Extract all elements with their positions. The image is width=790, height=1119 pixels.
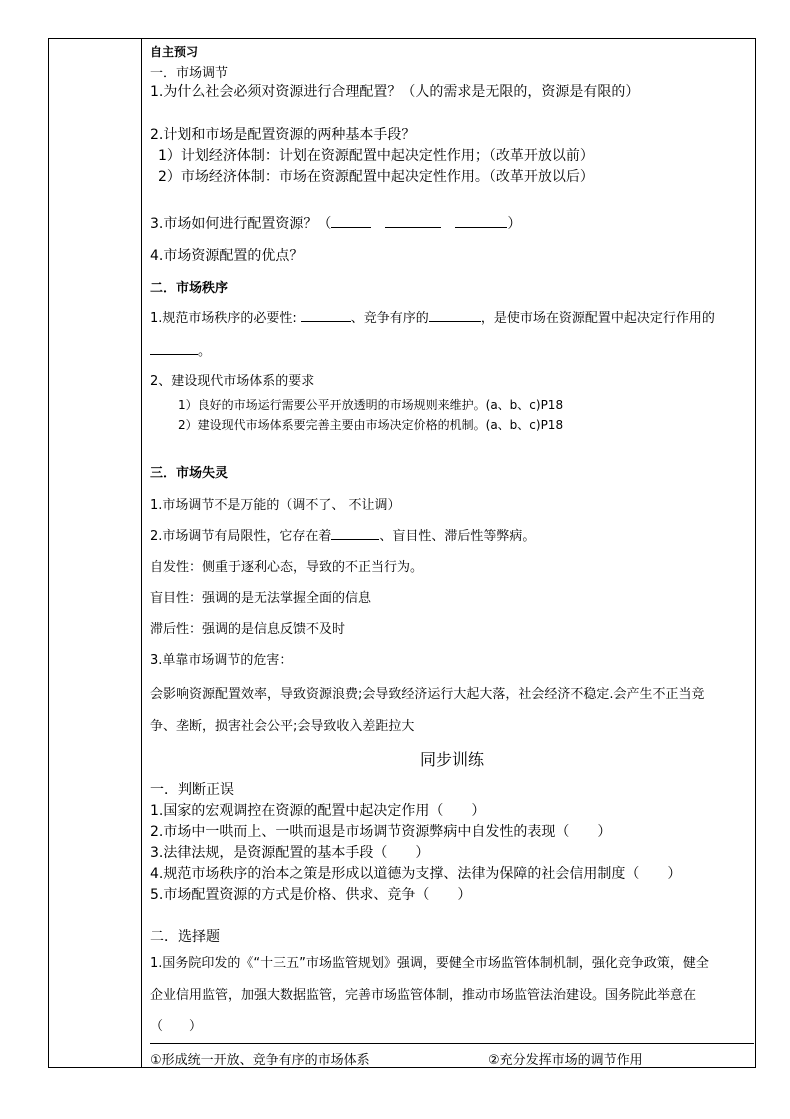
options-row — [150, 1043, 754, 1069]
practice-title: 同步训练 — [419, 750, 484, 769]
market-order-q2: 2、建设现代市场体系的要求 — [150, 374, 315, 389]
mc-question-1-line-1: 1.国务院印发的《“十三五”市场监管规划》强调，要健全市场监管体制机制，强化竞争政策，健全 — [150, 956, 709, 971]
order-q1-prefix: 1.规范市场秩序的必要性: — [150, 311, 297, 326]
section-market-failure-heading: 三．市场失灵 — [150, 466, 229, 481]
mc-question-1-line-2: 企业信用监管，加强大数据监管，完善市场监管体制，推动市场监管法治建设。国务院此举意在 — [150, 988, 697, 1003]
q3-prefix: 3.市场如何进行配置资源？（ — [150, 216, 332, 232]
tf-item-5: 5.市场配置资源的方式是价格、供求、竞争（ ） — [150, 887, 472, 903]
q3-blank-1 — [331, 215, 371, 228]
order-q1-blank-1 — [301, 309, 351, 322]
blindness-text: 盲目性：强调的是无法掌握全面的信息 — [150, 591, 372, 606]
order-q1-end: 。 — [198, 344, 212, 359]
market-regulation-q2-a: 1）计划经济体制：计划在资源配置中起决定性作用；（改革开放以前） — [158, 148, 594, 164]
q3-suffix: ） — [507, 216, 522, 232]
mc-question-1-line-3: （ ） — [150, 1019, 203, 1034]
market-regulation-q4: 4.市场资源配置的优点？ — [150, 248, 304, 264]
market-regulation-q2-b: 2）市场经济体制：市场在资源配置中起决定性作用。（改革开放以后） — [158, 169, 594, 185]
option-1: ①形成统一开放、竞争有序的市场体系 — [150, 1053, 370, 1068]
multiple-choice-heading: 二．选择题 — [150, 929, 220, 945]
section-market-regulation-heading: 一．市场调节 — [150, 66, 229, 81]
document-table — [48, 38, 756, 1068]
failure-q2-prefix: 2.市场调节有局限性，它存在着 — [150, 529, 332, 544]
market-failure-q3: 3.单靠市场调节的危害： — [150, 653, 293, 668]
tf-item-1: 1.国家的宏观调控在资源的配置中起决定作用（ ） — [150, 803, 486, 819]
market-order-q2-a: 1）良好的市场运行需要公平开放透明的市场规则来维护。(a、b、c)P18 — [178, 398, 564, 412]
order-q1-mid2: ，是使市场在资源配置中起决定行作用的 — [480, 311, 715, 326]
true-false-heading: 一．判断正误 — [150, 782, 234, 798]
market-failure-q2 — [150, 525, 535, 544]
tf-item-4: 4.规范市场秩序的治本之策是形成以道德为支撑、法律为保障的社会信用制度（ ） — [150, 866, 682, 882]
content-column — [150, 39, 754, 1067]
option-2: ②充分发挥市场的调节作用 — [488, 1053, 643, 1068]
failure-q2-blank — [331, 527, 379, 540]
order-q1-blank-3 — [150, 342, 198, 355]
section-market-order-heading: 二．市场秩序 — [150, 281, 229, 296]
q3-blank-3 — [455, 215, 507, 228]
market-regulation-q3 — [150, 213, 521, 233]
tf-item-3: 3.法律法规，是资源配置的基本手段（ ） — [150, 845, 430, 861]
harm-line-1: 会影响资源配置效率，导致资源浪费;会导致经济运行大起大落，社会经济不稳定.会产生不正当竞 — [150, 687, 705, 702]
market-regulation-q1: 1.为什么社会必须对资源进行合理配置？（人的需求是无限的，资源是有限的） — [150, 84, 640, 100]
preview-title: 自主预习 — [150, 45, 199, 59]
order-q1-mid1: 、竞争有序的 — [350, 311, 429, 326]
lag-text: 滞后性：强调的是信息反馈不及时 — [150, 622, 346, 637]
failure-q2-suffix: 、盲目性、滞后性等弊病。 — [379, 529, 536, 544]
left-column — [49, 39, 142, 1067]
tf-item-2: 2.市场中一哄而上、一哄而退是市场调节资源弊病中自发性的表现（ ） — [150, 824, 612, 840]
order-q1-blank-2 — [429, 309, 481, 322]
spontaneity-text: 自发性：侧重于逐利心态，导致的不正当行为。 — [150, 560, 424, 575]
market-failure-q1: 1.市场调节不是万能的（调不了、 不让调） — [150, 498, 401, 513]
market-order-q1-cont — [150, 340, 211, 359]
market-order-q1 — [150, 307, 715, 326]
q3-blank-2 — [385, 215, 441, 228]
market-regulation-q2: 2.计划和市场是配置资源的两种基本手段？ — [150, 127, 416, 143]
market-order-q2-b: 2）建设现代市场体系要完善主要由市场决定价格的机制。(a、b、c)P18 — [178, 418, 564, 432]
harm-line-2: 争、垄断，损害社会公平;会导致收入差距拉大 — [150, 719, 415, 734]
